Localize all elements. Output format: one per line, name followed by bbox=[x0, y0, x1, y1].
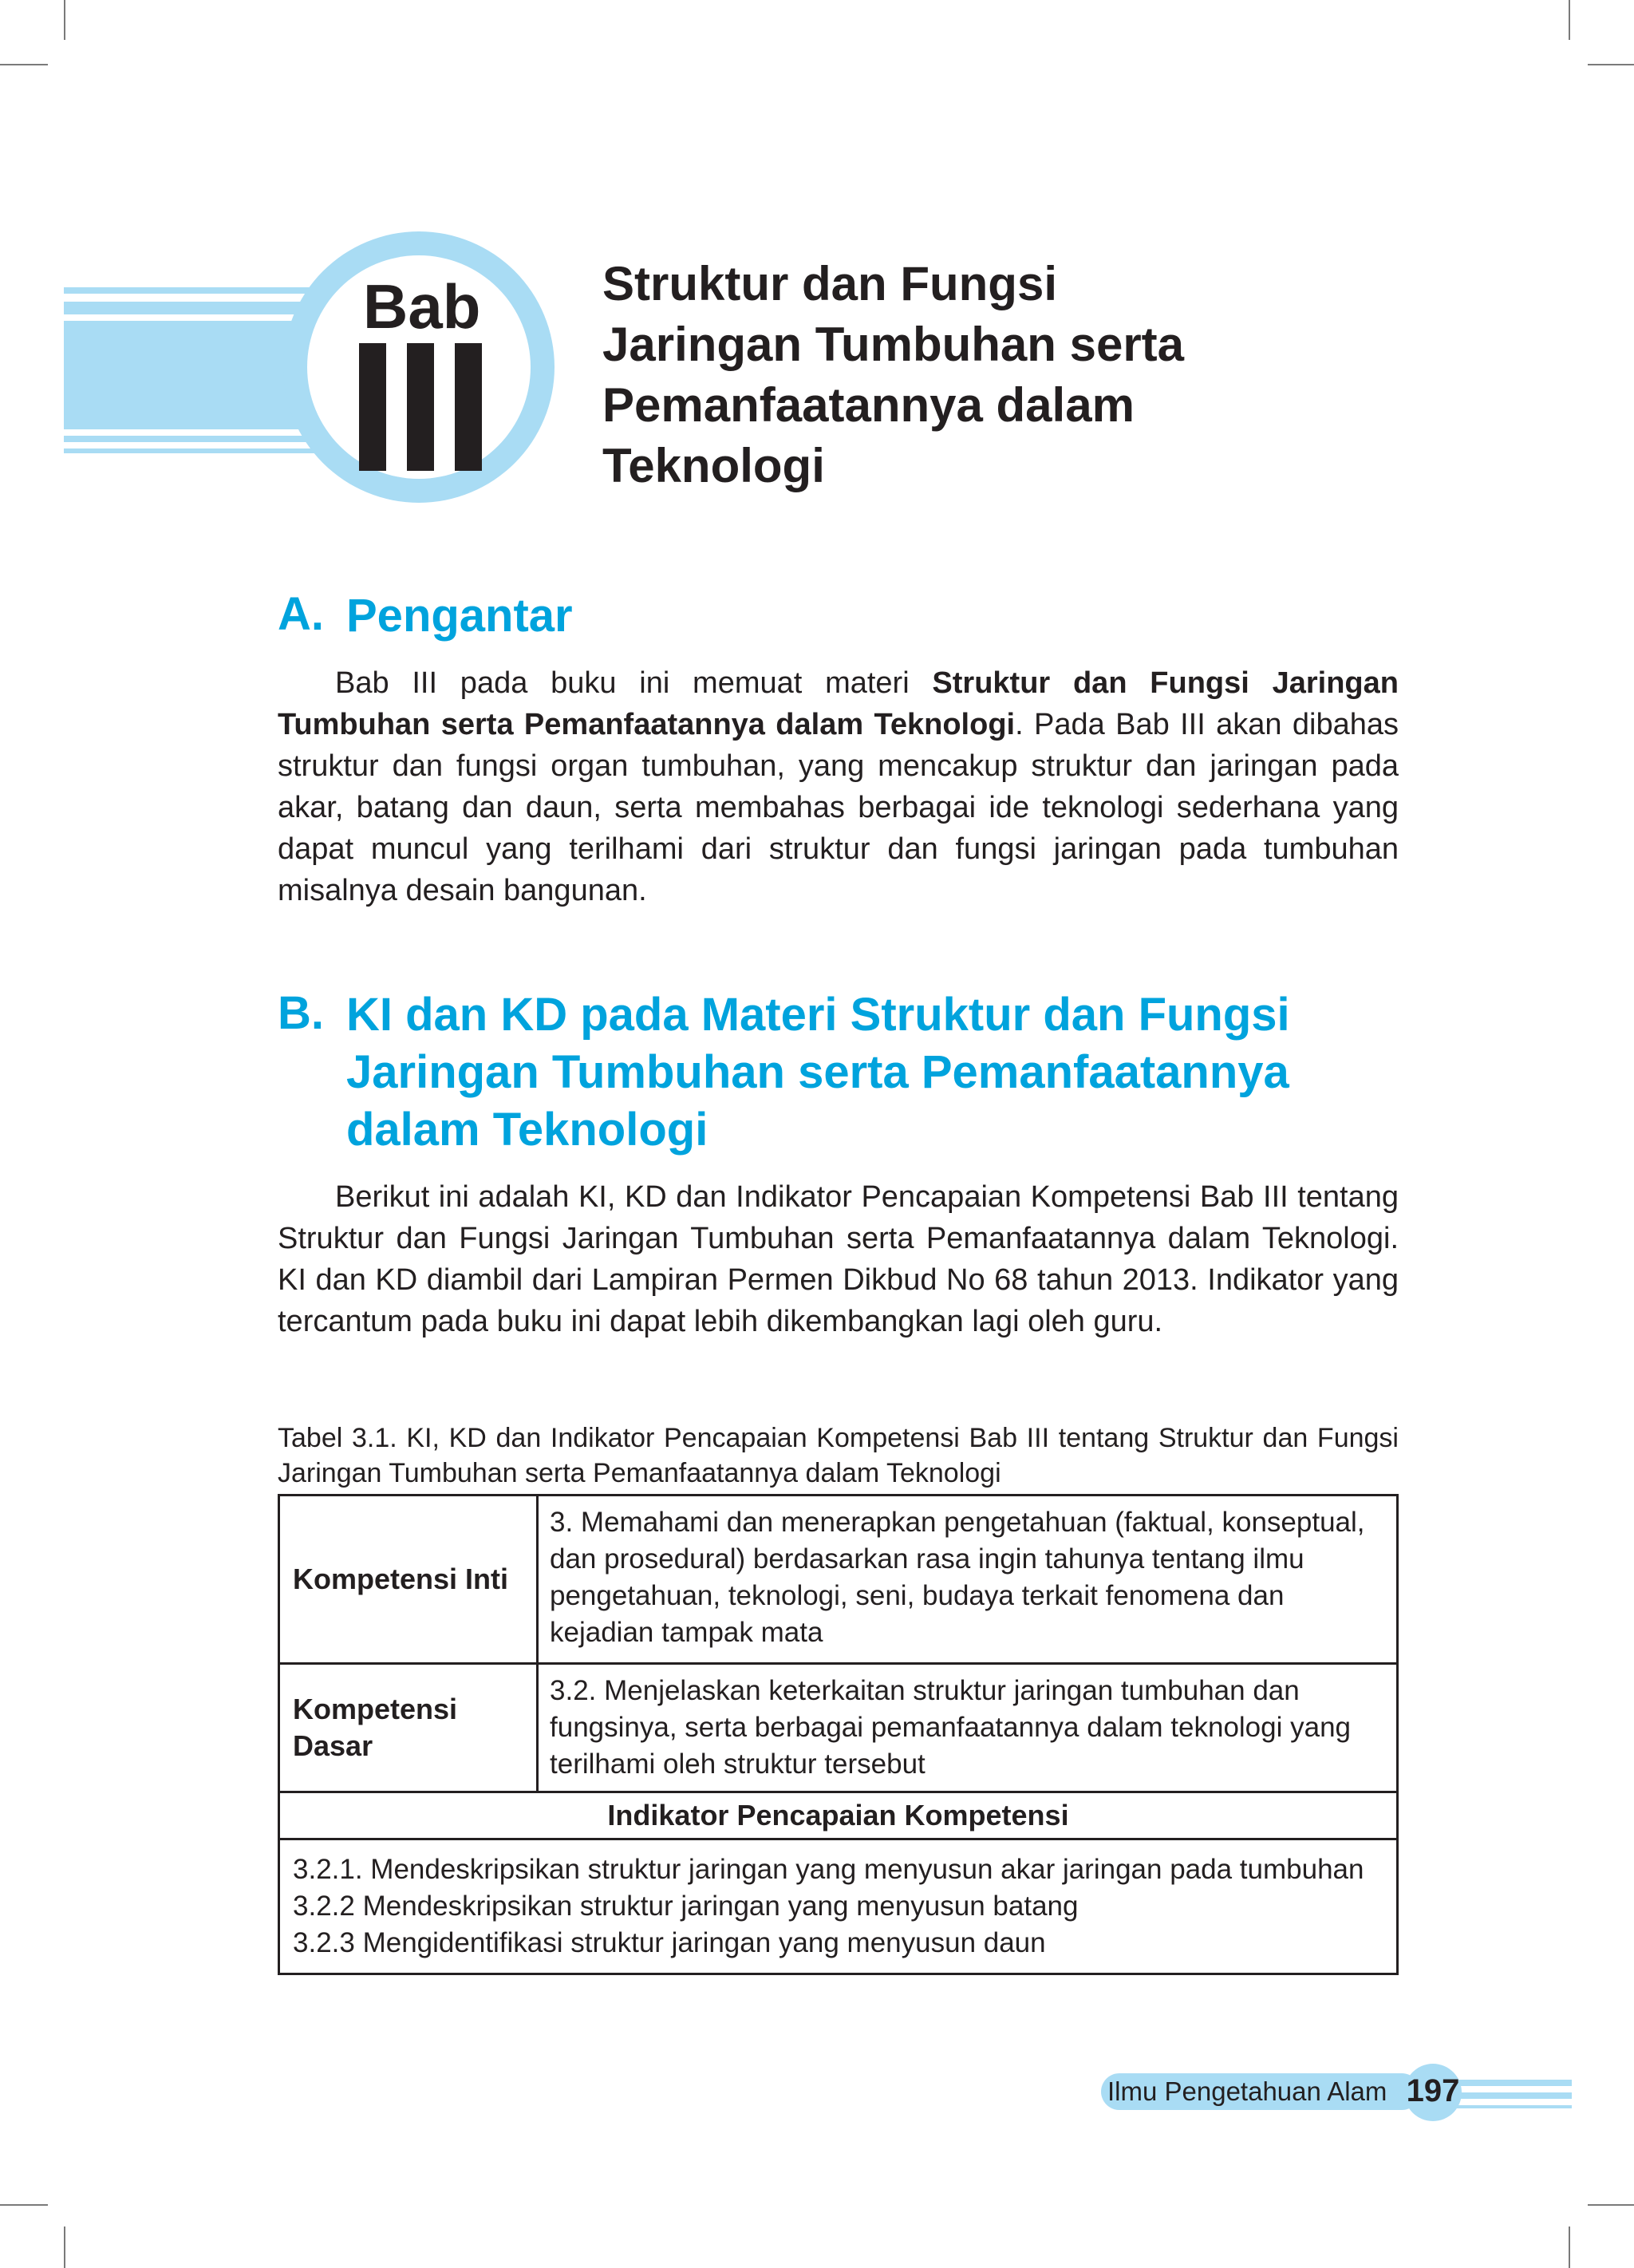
list-item: 3.2.2 Mendeskripsikan struktur jaringan yang menyusun batang bbox=[293, 1891, 1079, 1922]
roman-numeral-bar bbox=[359, 343, 386, 471]
crop-mark bbox=[64, 0, 65, 40]
section-title: KI dan KD pada Materi Struktur dan Fungsi Jaringan Tumbuhan serta Pemanfaatannya dalam Teknologi bbox=[346, 989, 1290, 1156]
indikator-heading: Indikator Pencapaian Kompetensi bbox=[607, 1799, 1069, 1831]
table-caption: Tabel 3.1. KI, KD dan Indikator Pencapaian Kompetensi Bab III tentang Struktur dan Fungsi Jaringan Tumbuhan serta Pemanfaatannya dalam Teknologi bbox=[278, 1423, 1399, 1488]
crop-mark bbox=[0, 64, 48, 65]
crop-mark bbox=[64, 2227, 65, 2268]
banner-stripe bbox=[64, 436, 327, 442]
table-row bbox=[278, 1494, 1399, 1665]
section-a-paragraph: Bab III pada buku ini memuat materi Struktur dan Fungsi Jaringan Tumbuhan serta Pemanfaatannya dalam Teknologi. Pada Bab III akan dibahas struktur dan fungsi organ tumbuhan, yang mencakup struktur dan jaringan pada akar, batang dan daun, serta membahas berbagai ide teknologi sederhana yang dapat muncul yang terilhami dari struktur dan fungsi jaringan pada tumbuhan misalnya desain bangunan. bbox=[278, 666, 1399, 907]
chapter-title: Struktur dan Fungsi Jaringan Tumbuhan serta Pemanfaatannya dalam Teknologi bbox=[602, 257, 1185, 492]
crop-mark bbox=[0, 2204, 48, 2206]
footer-book-title: Ilmu Pengetahuan Alam bbox=[1107, 2076, 1387, 2106]
banner-stripe bbox=[64, 448, 335, 453]
page-number: 197 bbox=[1406, 2073, 1460, 2108]
banner-stripe bbox=[64, 321, 303, 429]
list-item: 3.2.1. Mendeskripsikan struktur jaringan yang menyusun akar jaringan pada tumbuhan bbox=[293, 1854, 1364, 1885]
chapter-label: Bab bbox=[363, 271, 481, 342]
banner-stripe bbox=[64, 302, 327, 314]
table-row bbox=[278, 1662, 1399, 1793]
crop-mark bbox=[1588, 64, 1634, 65]
section-title: Pengantar bbox=[346, 590, 573, 642]
section-b-paragraph: Berikut ini adalah KI, KD dan Indikator Pencapaian Kompetensi Bab III tentang Struktur dan Fungsi Jaringan Tumbuhan serta Pemanfaatannya dalam Teknologi. KI dan KD diambil dari Lampiran Permen Dikbud No 68 tahun 2013. Indikator yang tercantum pada buku ini dapat lebih dikembangkan lagi oleh guru. bbox=[278, 1180, 1399, 1338]
crop-mark bbox=[1588, 2204, 1634, 2206]
kd-value: 3.2. Menjelaskan keterkaitan struktur jaringan tumbuhan dan fungsinya, serta berbagai pemanfaatannya dalam teknologi yang terilhami oleh struktur tersebut bbox=[550, 1675, 1352, 1780]
section-letter: B. bbox=[278, 987, 324, 1039]
table-row bbox=[278, 1838, 1399, 1975]
crop-mark bbox=[1569, 2227, 1570, 2268]
ki-label: Kompetensi Inti bbox=[280, 1496, 539, 1662]
section-letter: A. bbox=[278, 588, 324, 640]
indikator-list bbox=[280, 1840, 1396, 1973]
roman-numeral-bar bbox=[407, 343, 434, 471]
kd-label: Kompetensi Dasar bbox=[280, 1665, 539, 1791]
table-row bbox=[278, 1791, 1399, 1840]
roman-numeral-bar bbox=[455, 343, 482, 471]
banner-stripe bbox=[64, 287, 335, 294]
list-item: 3.2.3 Mengidentifikasi struktur jaringan yang menyusun daun bbox=[293, 1927, 1046, 1958]
ki-value: 3. Memahami dan menerapkan pengetahuan (faktual, konseptual, dan prosedural) berdasarkan rasa ingin tahunya tentang ilmu pengetahuan, teknologi, seni, budaya terkait fenomena dan kejadian tampak mata bbox=[550, 1507, 1365, 1648]
competency-table bbox=[278, 1494, 1399, 1975]
crop-mark bbox=[1569, 0, 1570, 40]
